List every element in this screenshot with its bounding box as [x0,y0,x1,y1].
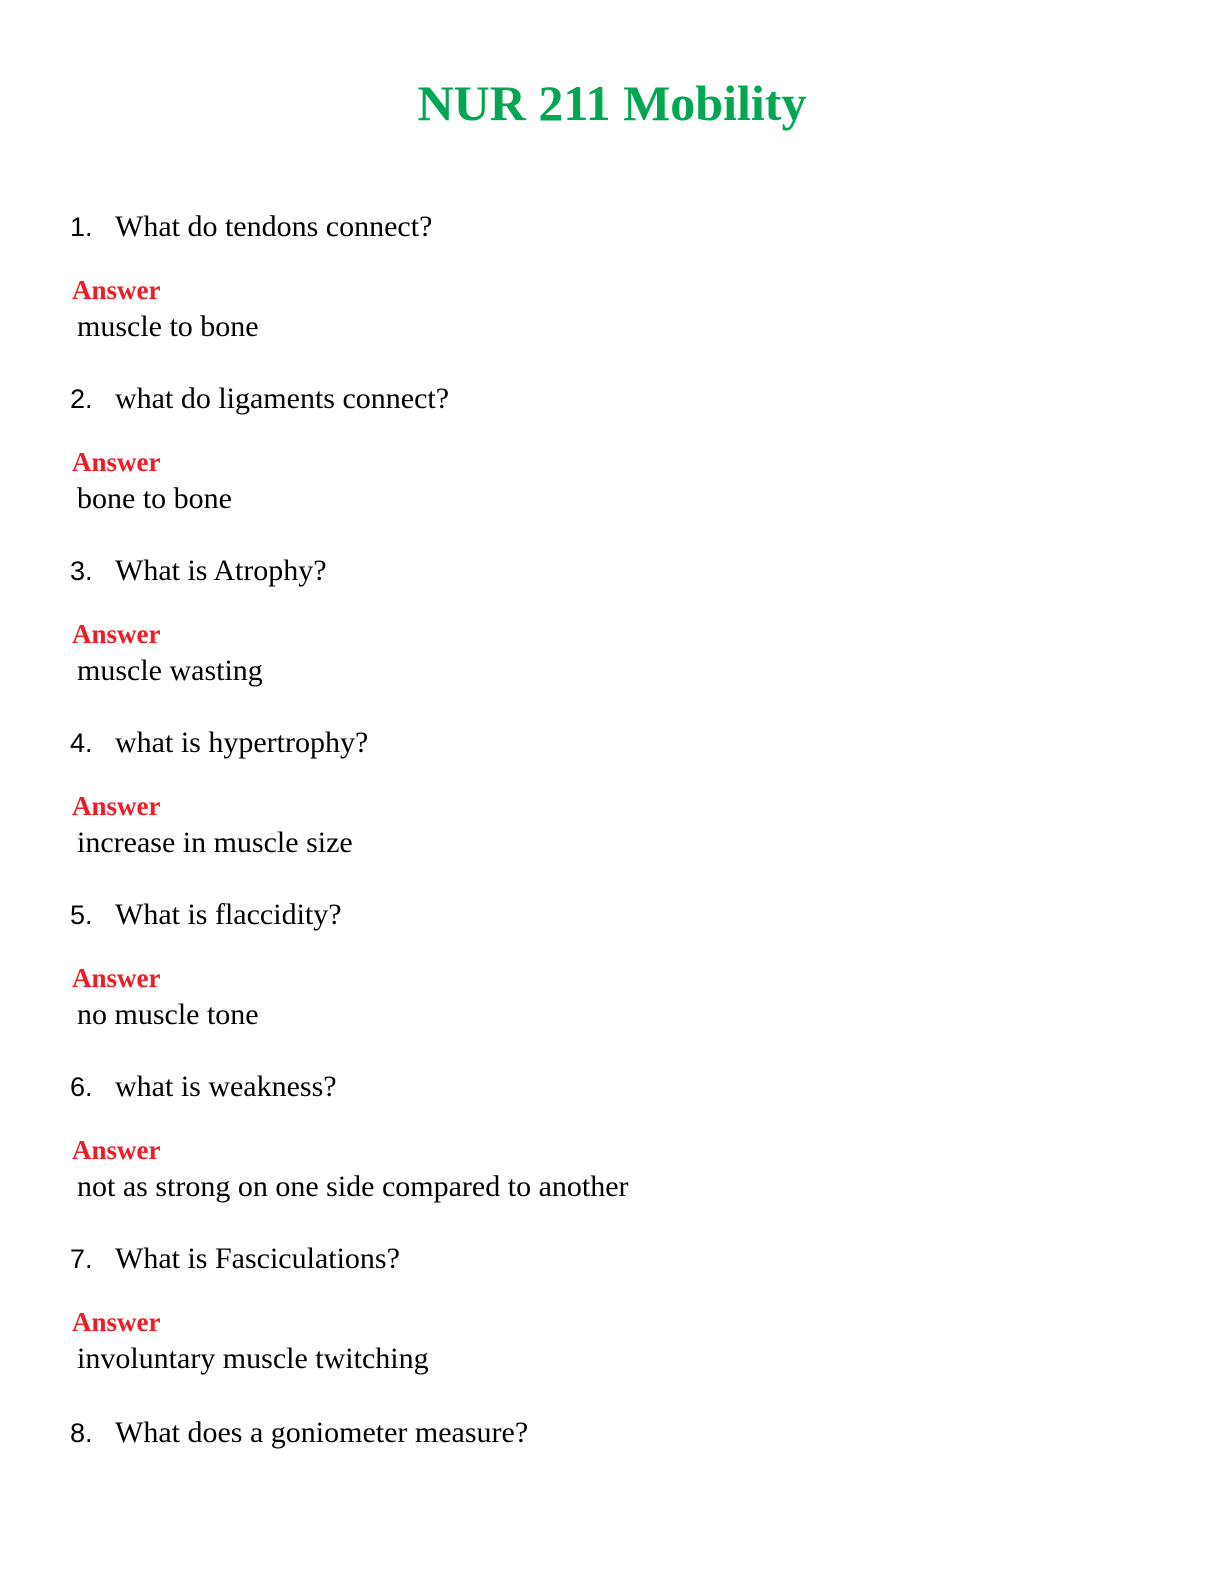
question-text: What is Atrophy? [115,554,327,587]
question-text: what is hypertrophy? [115,726,369,759]
question-text: What do tendons connect? [115,210,433,243]
answer-text: muscle wasting [77,654,263,687]
answer-label: Answer [72,1307,161,1337]
answer-label: Answer [72,619,161,649]
question-number: 1. [70,212,93,242]
answer-text: bone to bone [77,482,232,515]
answer-label: Answer [72,447,161,477]
question-text: What is flaccidity? [115,898,342,931]
question-number: 5. [70,900,93,930]
answer-label: Answer [72,963,161,993]
question-number: 7. [70,1244,93,1274]
question-text: what is weakness? [115,1070,337,1103]
question-text: What is Fasciculations? [115,1242,400,1275]
question-number: 4. [70,728,93,758]
answer-label: Answer [72,791,161,821]
question-number: 6. [70,1072,93,1102]
question-number: 8. [70,1418,93,1448]
answer-text: muscle to bone [77,310,259,343]
question-number: 3. [70,556,93,586]
answer-label: Answer [72,1135,161,1165]
question-text: What does a goniometer measure? [115,1416,529,1449]
answer-text: no muscle tone [77,998,259,1031]
answer-label: Answer [72,275,161,305]
answer-text: increase in muscle size [77,826,353,859]
answer-text: involuntary muscle twitching [77,1342,429,1375]
page-title: NUR 211 Mobility [417,75,807,131]
answer-text: not as strong on one side compared to another [77,1170,629,1203]
question-number: 2. [70,384,93,414]
question-text: what do ligaments connect? [115,382,450,415]
